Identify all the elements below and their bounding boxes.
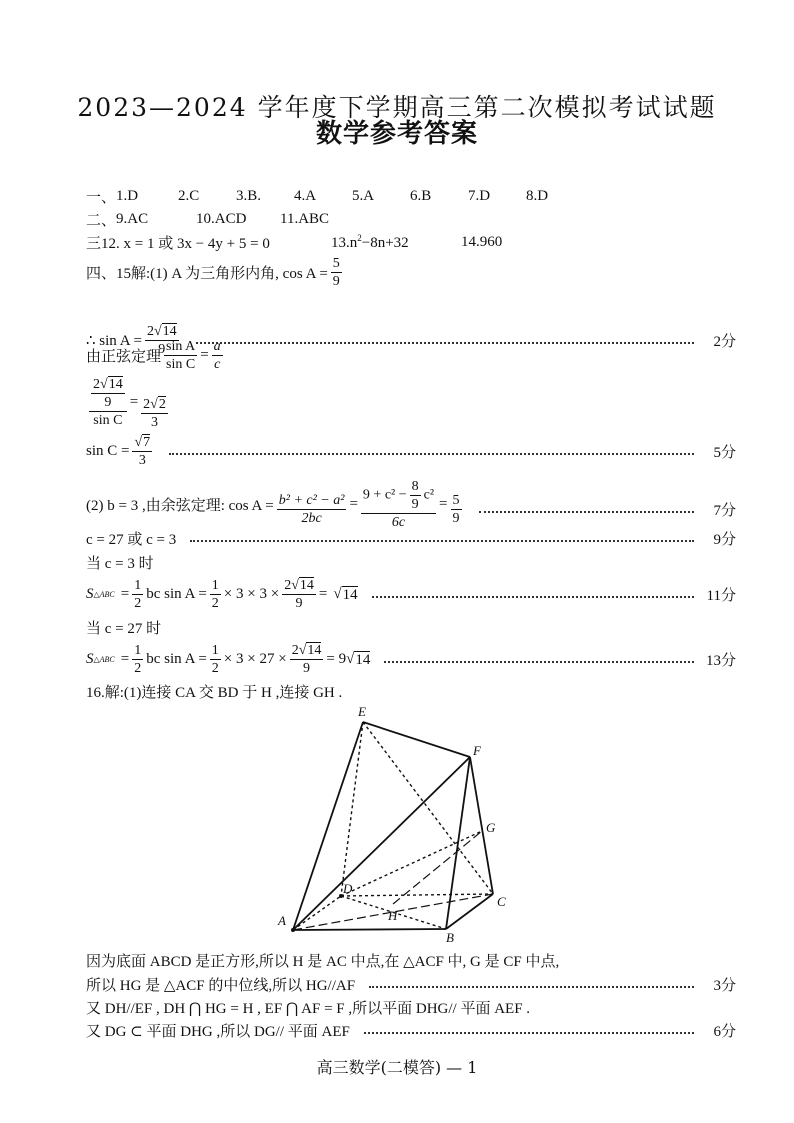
fraction [290, 642, 324, 677]
fraction [277, 492, 347, 527]
numerator: b² + c² − a² [278, 493, 345, 508]
q16-line2 [86, 974, 736, 995]
answer: 4.A [294, 188, 317, 204]
answer: 8.D [526, 188, 549, 204]
score: 13分 [705, 653, 736, 669]
case-label: 当 c = 27 时 [86, 621, 162, 637]
q16-line1 [86, 950, 736, 971]
edge-HG [393, 831, 482, 904]
numerator: sin A [166, 339, 196, 354]
answer: 6.B [410, 188, 432, 204]
edge-EA [293, 722, 363, 930]
edge-AF [293, 757, 470, 930]
equals: = [120, 586, 130, 602]
equals: = [349, 496, 358, 512]
fraction [331, 255, 342, 290]
score: 11分 [706, 588, 736, 604]
numerator: 1 [211, 578, 219, 593]
formula-mid: bc sin A = [146, 586, 207, 602]
product: × 3 × 3 × [223, 586, 280, 602]
area-subscript: △ABC [93, 590, 115, 599]
q15-area1-row: S △ABC = $\frac{1}{2}$ bc sin A = $\frac{1}{2}$ × 3 × 3 × $\frac{2√14}{9}$ = √ 14 11分 [86, 578, 736, 611]
edge-DB [341, 896, 446, 929]
q15-part2-row [86, 478, 736, 531]
numerator: 1 [134, 578, 142, 593]
score: 7分 [713, 503, 736, 519]
dotted-leader [479, 511, 694, 513]
coef: 2 [143, 397, 151, 412]
q15-sinC-row [86, 434, 736, 469]
denominator: 9 [158, 342, 166, 357]
numerator [89, 376, 127, 412]
denominator: 2 [134, 596, 142, 611]
equals: = [200, 347, 209, 363]
answer: 7.D [468, 188, 491, 204]
label-A: A [278, 913, 286, 928]
radicand: 14 [162, 324, 177, 339]
numerator: 2√2 [143, 397, 166, 412]
denominator: 2 [211, 661, 219, 676]
exam-title: 2023—2024 学年度下学期高三第二次模拟考试试题 [77, 93, 717, 122]
dotted-leader [364, 1032, 694, 1034]
numerator-part: 9 + c² − [362, 487, 407, 503]
label-E: E [358, 704, 366, 719]
q15-area2-row: S △ABC = $\frac{1}{2}$ bc sin A = $\frac{1}{2}$ × 3 × 27 × $\frac{2√14}{9}$ = 9 √ 14 13分 [86, 643, 736, 676]
answer: 2.C [178, 188, 200, 204]
proof-text: 因为底面 ABCD 是正方形,所以 H 是 AC 中点,在 △ACF 中, G 是 CF 中点, [86, 954, 560, 970]
answer-13-a: 13.n [331, 235, 358, 251]
coef: 2 [284, 578, 292, 593]
section1-answers [86, 186, 736, 207]
radicand: 14 [299, 578, 314, 593]
denominator: 2 [134, 661, 142, 676]
label-D: D [343, 881, 353, 896]
section-prefix: 二、 [86, 213, 117, 229]
coef: 2 [146, 324, 154, 339]
answer-key-subtitle: 数学参考答案 [315, 119, 478, 149]
label-C: C [497, 894, 506, 909]
q15-intro [86, 255, 736, 290]
edge-AD [293, 896, 341, 930]
numerator: 5 [332, 256, 340, 271]
numerator: 5 [452, 493, 460, 508]
point-D [339, 894, 343, 898]
score: 5分 [713, 445, 736, 461]
denominator: 3 [151, 415, 158, 430]
q16-intro-text: 16.解:(1)连接 CA 交 BD 于 H ,连接 GH . [86, 685, 343, 701]
fraction [212, 338, 223, 373]
score: 2分 [713, 334, 736, 350]
q16-line4 [86, 1020, 736, 1041]
edge-EC [363, 722, 493, 894]
denominator: 9 [411, 497, 419, 512]
edge-FB [446, 757, 470, 929]
numerator: √7 [134, 435, 151, 450]
section3-answers [86, 232, 736, 253]
fraction [210, 642, 221, 677]
fraction [91, 376, 125, 411]
section-prefix: 一、 [86, 190, 117, 206]
area-symbol: S [86, 586, 94, 602]
equals: = [318, 586, 328, 602]
area-symbol: S [86, 651, 94, 667]
answer: 5.A [352, 188, 375, 204]
numerator: a [213, 339, 221, 354]
numerator-part: c² [423, 487, 435, 503]
formula-mid: bc sin A = [146, 651, 207, 667]
q16-intro [86, 681, 736, 702]
answer: 1.D [116, 188, 139, 204]
answer-13-exp: 2 [357, 233, 362, 243]
score: 9分 [713, 532, 736, 548]
answer-13-c: −8n+32 [361, 235, 409, 251]
numerator: 8 [411, 479, 419, 494]
edge-AB [293, 929, 446, 930]
edge-EF [363, 722, 470, 757]
dotted-leader [169, 453, 694, 455]
answer-14: 14.960 [461, 234, 503, 250]
fraction [210, 577, 221, 612]
q15-intro-text: 四、15解:(1) A 为三角形内角, cos A = [86, 266, 328, 282]
q15-case2 [86, 617, 736, 638]
denominator: sin C [93, 413, 123, 428]
coef: 2 [291, 643, 299, 658]
area-subscript: △ABC [93, 655, 115, 664]
fraction [282, 577, 316, 612]
answer-13 [331, 233, 461, 252]
answer: 11.ABC [280, 211, 330, 227]
fraction [132, 434, 152, 469]
edge-FC [470, 757, 493, 894]
edge-AC [293, 894, 493, 930]
fraction [141, 396, 168, 431]
proof-text: 所以 HG 是 △ACF 的中位线,所以 HG//AF [86, 978, 356, 994]
numerator: 2√14 [291, 643, 322, 658]
dotted-leader [384, 661, 694, 663]
fraction [451, 492, 462, 527]
section-prefix: 三 [86, 236, 102, 252]
dotted-leader [190, 540, 694, 542]
label-G: G [486, 820, 496, 835]
radicand: 14 [108, 377, 123, 392]
part2-intro: (2) b = 3 ,由余弦定理: cos A = [86, 498, 274, 514]
equals: = [129, 394, 139, 410]
answer: 3.B. [236, 188, 262, 204]
edge-ED [341, 722, 363, 896]
radicand: 14 [355, 651, 371, 668]
denominator: 6c [391, 515, 406, 530]
numerator: 2√14 [93, 377, 123, 392]
label-B: B [446, 930, 454, 945]
equals: = [439, 496, 448, 512]
result: = 9 [326, 651, 347, 667]
edge-DC [341, 894, 493, 896]
fraction [410, 478, 421, 513]
score: 3分 [713, 978, 736, 994]
denominator: 9 [295, 596, 303, 611]
edge-DG [341, 831, 482, 896]
denominator: 9 [303, 661, 311, 676]
dotted-leader [369, 986, 694, 988]
denominator: 9 [332, 274, 340, 289]
denominator: 3 [138, 453, 146, 468]
q15-step-row [86, 374, 736, 431]
fraction [132, 642, 143, 677]
q16-line3 [86, 997, 736, 1018]
denominator: 9 [104, 395, 112, 410]
label-H: H [388, 908, 398, 923]
numerator: 1 [211, 643, 219, 658]
q15-case1 [86, 552, 736, 573]
compound-fraction [89, 376, 127, 429]
sinC-lhs: sin C = [86, 443, 130, 459]
radicand: 2 [158, 397, 166, 412]
dotted-leader [372, 596, 694, 598]
numerator: 2√14 [146, 324, 177, 339]
answer-12: 12. x = 1 或 3x − 4y + 5 = 0 [101, 236, 270, 252]
radicand: 14 [307, 643, 322, 658]
equals: = [120, 651, 130, 667]
numerator: 2√14 [284, 578, 314, 593]
fraction [164, 338, 197, 373]
score: 6分 [713, 1024, 736, 1040]
case-label: 当 c = 3 时 [86, 556, 154, 572]
radicand: 14 [342, 586, 358, 603]
coef: 2 [93, 377, 100, 392]
denominator: 9 [452, 511, 460, 526]
page-footer: 高三数学(二模答) — 1 [316, 1058, 478, 1077]
c-values: c = 27 或 c = 3 [86, 532, 177, 548]
denominator: 2 [211, 596, 219, 611]
numerator: 1 [134, 643, 142, 658]
proof-text: 又 DH//EF , DH ⋂ HG = H , EF ⋂ AF = F ,所以平面 DHG// 平面 AEF . [86, 1001, 531, 1017]
fraction [132, 577, 143, 612]
fraction [361, 478, 436, 531]
law-of-sines-label: 由正弦定理 [86, 349, 162, 365]
proof-text: 又 DG ⊂ 平面 DHG ,所以 DG// 平面 AEF [86, 1024, 350, 1040]
answer: 10.ACD [196, 211, 247, 227]
denominator: 2bc [301, 511, 322, 526]
denominator: sin C [166, 357, 196, 372]
sinA-lhs: ∴ sin A = [86, 333, 142, 349]
section2-answers [86, 209, 736, 230]
answer: 9.AC [116, 211, 149, 227]
q15-law-sines-row [86, 338, 736, 373]
denominator: c [214, 357, 221, 372]
label-F: F [473, 743, 481, 758]
numerator [361, 478, 436, 514]
product: × 3 × 27 × [223, 651, 287, 667]
radicand: 7 [143, 435, 151, 450]
point-A [291, 928, 295, 932]
edge-BC [446, 894, 493, 929]
q15-c-values-row [86, 528, 736, 549]
